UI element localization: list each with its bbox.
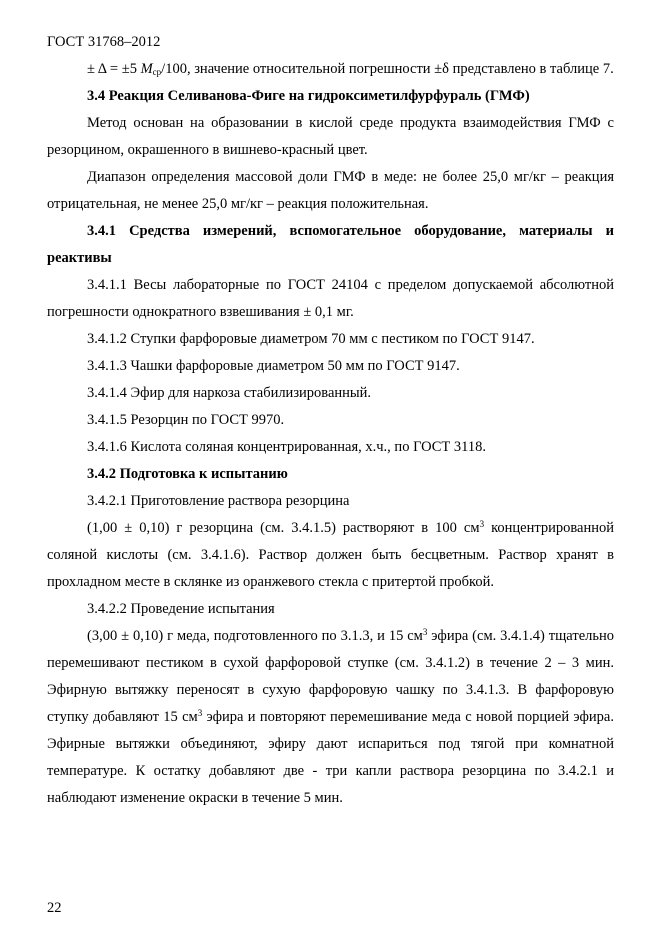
item-3-4-1-5: 3.4.1.5 Резорцин по ГОСТ 9970. xyxy=(87,412,285,428)
page-number: 22 xyxy=(47,900,62,916)
item-3-4-1-2: 3.4.1.2 Ступки фарфоровые диаметром 70 мм с пестиком по ГОСТ 9147. xyxy=(87,331,535,347)
standard-header: ГОСТ 31768–2012 xyxy=(47,34,161,50)
section-heading-3-4: 3.4 Реакция Селиванова-Фиге на гидроксиметилфурфураль (ГМФ) xyxy=(87,88,530,104)
resorcinol-solution-paragraph: (1,00 ± 0,10) г резорцина (см. 3.4.1.5) растворяют в 100 $см^3$ концентрированной соляной кислоты (см. 3.4.1.6). Раствор должен быть бесцветным. Раствор хранят в прохладном месте в склянке из оранжевого стекла с притертой пробкой. xyxy=(47,519,614,590)
item-3-4-1-6: 3.4.1.6 Кислота соляная концентрированная, х.ч., по ГОСТ 3118. xyxy=(87,439,486,455)
item-3-4-1-4: 3.4.1.4 Эфир для наркоза стабилизированный. xyxy=(87,385,372,401)
determination-range-paragraph: Диапазон определения массовой доли ГМФ в меде: не более 25,0 мг/кг – реакция отрицательная, не менее 25,0 мг/кг – реакция положительная. xyxy=(47,169,614,212)
test-procedure-paragraph: (3,00 ± 0,10) г меда, подготовленного по 3.1.3, и 15 $см^3$ эфира (см. 3.4.1.4) тщательно перемешивают пестиком в сухой фарфоровой ступке (см. 3.4.1.2) в течение 2 – 3 мин. Эфирную вытяжку переносят в сухую фарфоровую чашку по 3.4.1.3. В фарфоровую ступку добавляют 15 $см^3$ эфира и повторяют перемешивание меда с новой порцией эфира. Эфирные вытяжки объединяют, эфиру дают испариться под тягой при комнатной температуре. К остатку добавляют две - три капли раствора резорцина по 3.4.2.1 и наблюдают изменение окраски в течение 5 мин. xyxy=(47,627,614,806)
item-3-4-1-3: 3.4.1.3 Чашки фарфоровые диаметром 50 мм по ГОСТ 9147. xyxy=(87,358,460,374)
item-3-4-2-1: 3.4.2.1 Приготовление раствора резорцина xyxy=(87,493,350,509)
error-formula-paragraph: ± Δ = ±5 $M_{ср}/100$, значение относительной погрешности ±δ представлено в таблице 7. xyxy=(87,61,614,77)
section-heading-3-4-1: 3.4.1 Средства измерений, вспомогательное оборудование, материалы и реактивы xyxy=(47,223,614,266)
section-heading-3-4-2: 3.4.2 Подготовка к испытанию xyxy=(87,466,288,482)
method-principle-paragraph: Метод основан на образовании в кислой среде продукта взаимодействия ГМФ с резорцином, окрашенного в вишнево-красный цвет. xyxy=(47,115,614,158)
document-body xyxy=(47,56,614,812)
item-3-4-1-1: 3.4.1.1 Весы лабораторные по ГОСТ 24104 с пределом допускаемой абсолютной погрешности однократного взвешивания ± 0,1 мг. xyxy=(47,277,614,320)
item-3-4-2-2: 3.4.2.2 Проведение испытания xyxy=(87,601,275,617)
